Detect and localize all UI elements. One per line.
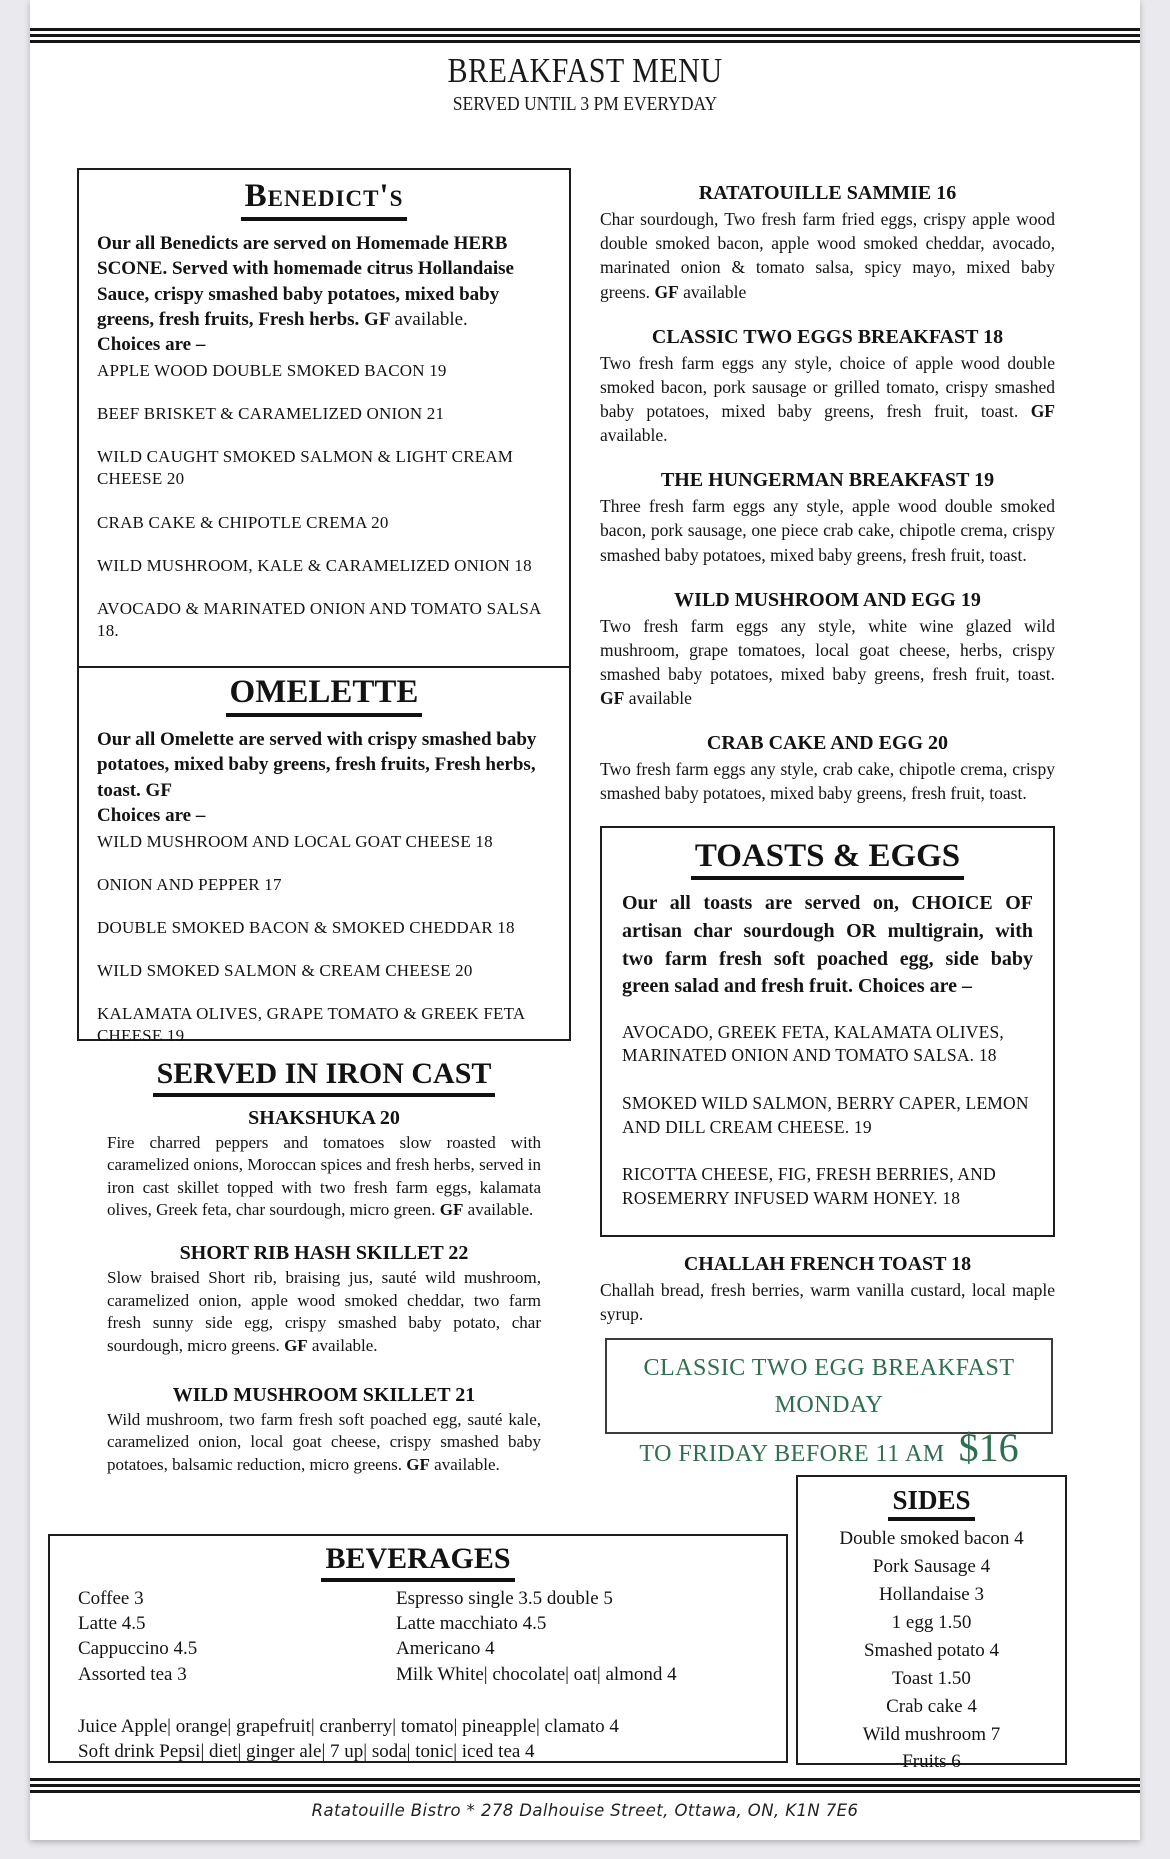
beverage-item: Americano 4 bbox=[396, 1638, 495, 1660]
omelette-intro: Our all Omelette are served with crispy smashed baby potatoes, mixed baby greens, fresh fruits, Fresh herbs, toast. GF bbox=[97, 729, 537, 801]
dish-challah-french-toast bbox=[600, 1251, 1055, 1326]
dish-title: CLASSIC TWO EGGS BREAKFAST 18 bbox=[651, 325, 1004, 348]
beverage-line: Soft drink Pepsi| diet| ginger ale| 7 up| soda| tonic| iced tea 4 bbox=[78, 1741, 535, 1763]
dish-title: SHAKSHUKA 20 bbox=[248, 1106, 400, 1129]
dish-title: CHALLAH FRENCH TOAST 18 bbox=[683, 1252, 972, 1275]
beverage-line: Juice Apple| orange| grapefruit| cranberry| tomato| pineapple| clamato 4 bbox=[78, 1716, 619, 1738]
side-item: Crab cake 4 bbox=[886, 1695, 977, 1717]
dish-description: Two fresh farm eggs any style, white wine glazed wild mushroom, grape tomatoes, local goat cheese, herbs, crispy smashed baby potatoes, mixed baby greens, fresh fruit, toast. GF available bbox=[600, 615, 1055, 709]
dish-title: WILD MUSHROOM SKILLET 21 bbox=[172, 1383, 476, 1406]
side-item: Hollandaise 3 bbox=[878, 1583, 984, 1605]
dish-title: SHORT RIB HASH SKILLET 22 bbox=[179, 1242, 469, 1265]
omelette-choice-item: ONION AND PEPPER 17 bbox=[97, 874, 282, 894]
beverages-left-list bbox=[68, 1586, 396, 1688]
omelette-choice-item: WILD SMOKED SALMON & CREAM CHEESE 20 bbox=[97, 961, 473, 981]
dish-description: Char sourdough, Two fresh farm fried eggs, crispy apple wood double smoked bacon, apple wood smoked cheddar, avocado, marinated onion & tomato salsa, spicy mayo, mixed baby greens. GF available bbox=[600, 209, 1055, 302]
benedicts-choice-item: WILD MUSHROOM, KALE & CARAMELIZED ONION 18 bbox=[97, 555, 532, 575]
benedicts-intro: Our all Benedicts are served on Homemade HERB SCONE. Served with homemade citrus Hollandaise Sauce, crispy smashed baby potatoes, mixed baby greens, fresh fruits, Fresh herbs. GF available. bbox=[97, 233, 514, 330]
menu-page bbox=[30, 0, 1140, 1840]
toasts-and-eggs-section bbox=[600, 826, 1055, 1237]
dish-short-rib-hash-skillet bbox=[107, 1240, 541, 1357]
dish-shakshuka bbox=[107, 1105, 541, 1222]
beverages-bottom-lines bbox=[68, 1714, 768, 1764]
benedicts-heading: Benedict's bbox=[97, 178, 551, 221]
bottom-border-rule bbox=[30, 1778, 1140, 1793]
omelette-choice-item: DOUBLE SMOKED BACON & SMOKED CHEDDAR 18 bbox=[97, 918, 515, 938]
dish-hungerman-breakfast bbox=[600, 467, 1055, 566]
benedicts-choices-label: Choices are – bbox=[97, 334, 206, 356]
side-item: Toast 1.50 bbox=[892, 1667, 971, 1689]
dish-title: WILD MUSHROOM AND EGG 19 bbox=[674, 588, 981, 611]
side-item: 1 egg 1.50 bbox=[891, 1611, 972, 1633]
dish-ratatouille-sammie bbox=[600, 180, 1055, 304]
beverages-right-list bbox=[396, 1586, 768, 1688]
omelette-choice-item: KALAMATA OLIVES, GRAPE TOMATO & GREEK FETA CHEESE 19 bbox=[97, 1004, 525, 1046]
dish-crab-cake-and-egg bbox=[600, 730, 1055, 805]
omelette-choices-label: Choices are – bbox=[97, 804, 206, 826]
dish-description: Three fresh farm eggs any style, apple wood double smoked bacon, pork sausage, one piece crab cake, chipotle crema, crispy smashed baby potatoes, mixed baby greens, fresh fruit, toast. bbox=[600, 496, 1055, 565]
dish-description: Challah bread, fresh berries, warm vanilla custard, local maple syrup. bbox=[600, 1279, 1055, 1324]
right-column bbox=[600, 168, 1055, 1346]
toasts-intro: Our all toasts are served on, CHOICE OF artisan char sourdough OR multigrain, with two farm fresh soft poached egg, side baby green salad and fresh fruit. Choices are – bbox=[622, 892, 1033, 998]
menu-subtitle: SERVED UNTIL 3 PM EVERYDAY bbox=[452, 93, 718, 115]
benedicts-choice-item: CRAB CAKE & CHIPOTLE CREMA 20 bbox=[97, 512, 389, 532]
omelette-section bbox=[77, 666, 571, 1046]
dish-title: THE HUNGERMAN BREAKFAST 19 bbox=[660, 469, 995, 492]
toasts-choice-item: AVOCADO, GREEK FETA, KALAMATA OLIVES, MARINATED ONION AND TOMATO SALSA. 18 bbox=[622, 1021, 1004, 1066]
special-offer-box bbox=[605, 1338, 1053, 1471]
dish-description: Wild mushroom, two farm fresh soft poached egg, sauté kale, caramelized onion, local goat cheese, crispy smashed baby potatoes, balsamic reduction, micro greens. GF available. bbox=[107, 1409, 541, 1474]
dish-wild-mushroom-and-egg bbox=[600, 587, 1055, 711]
benedicts-choices bbox=[97, 360, 551, 642]
menu-title: BREAKFAST MENU bbox=[447, 51, 723, 90]
beverage-item: Cappuccino 4.5 bbox=[78, 1638, 198, 1660]
dish-wild-mushroom-skillet bbox=[107, 1382, 541, 1477]
dish-classic-two-eggs bbox=[600, 324, 1055, 448]
top-border-rule bbox=[30, 0, 1140, 43]
benedicts-choice-item: WILD CAUGHT SMOKED SALMON & LIGHT CREAM CHEESE 20 bbox=[97, 447, 514, 489]
dish-description: Slow braised Short rib, braising jus, sauté wild mushroom, caramelized onion, apple wood smoked cheddar, two farm fresh sunny side egg, crispy smashed baby potato, char sourdough, micro greens. GF available. bbox=[107, 1268, 541, 1355]
beverage-item: Latte macchiato 4.5 bbox=[396, 1612, 547, 1634]
benedicts-choice-item: APPLE WOOD DOUBLE SMOKED BACON 19 bbox=[97, 361, 447, 381]
beverage-item: Assorted tea 3 bbox=[78, 1663, 187, 1685]
beverage-item: Espresso single 3.5 double 5 bbox=[396, 1587, 613, 1609]
special-offer-line1: CLASSIC TWO EGG BREAKFAST MONDAY bbox=[643, 1355, 1015, 1419]
menu-columns bbox=[77, 168, 1140, 1494]
beverages-section bbox=[48, 1534, 788, 1763]
dish-title: RATATOUILLE SAMMIE 16 bbox=[698, 182, 957, 205]
beverage-item: Coffee 3 bbox=[78, 1587, 144, 1609]
beverage-item: Milk White| chocolate| oat| almond 4 bbox=[396, 1663, 677, 1685]
toasts-choice-item: RICOTTA CHEESE, FIG, FRESH BERRIES, AND ROSEMERRY INFUSED WARM HONEY. 18 bbox=[622, 1164, 996, 1208]
toasts-choices bbox=[622, 1021, 1033, 1211]
omelette-choices bbox=[97, 831, 551, 1048]
side-item: Pork Sausage 4 bbox=[872, 1555, 991, 1577]
sides-section bbox=[796, 1475, 1067, 1773]
beverages-heading: BEVERAGES bbox=[68, 1542, 768, 1582]
dish-description: Two fresh farm eggs any style, choice of apple wood double smoked bacon, pork sausage or grilled tomato, crispy smashed baby potatoes, mixed baby greens, fresh fruit, toast. GF available. bbox=[600, 352, 1055, 446]
dish-title: CRAB CAKE AND EGG 20 bbox=[706, 732, 949, 755]
special-offer-line2: TO FRIDAY BEFORE 11 AM bbox=[639, 1441, 945, 1468]
sides-heading: SIDES bbox=[798, 1485, 1065, 1521]
footer-address: Ratatouille Bistro * 278 Dalhouise Street, Ottawa, ON, K1N 7E6 bbox=[311, 1801, 859, 1820]
benedicts-section bbox=[77, 168, 571, 668]
omelette-heading: OMELETTE bbox=[97, 674, 551, 717]
side-item: Fruits 6 bbox=[902, 1751, 961, 1773]
sides-items bbox=[798, 1525, 1065, 1776]
toasts-heading: TOASTS & EGGS bbox=[622, 838, 1033, 881]
omelette-choice-item: WILD MUSHROOM AND LOCAL GOAT CHEESE 18 bbox=[97, 831, 493, 851]
iron-cast-section bbox=[77, 1057, 571, 1476]
benedicts-choice-item: BEEF BRISKET & CARAMELIZED ONION 21 bbox=[97, 404, 445, 424]
dish-description: Two fresh farm eggs any style, crab cake, chipotle crema, crispy smashed baby potatoes, mixed baby greens, fresh fruit, toast. bbox=[600, 759, 1055, 804]
side-item: Smashed potato 4 bbox=[863, 1639, 1000, 1661]
dish-description: Fire charred peppers and tomatoes slow roasted with caramelized onions, Moroccan spices and fresh herbs, served in iron cast skillet topped with two fresh farm eggs, kalamata olives, Greek feta, char sourdough, micro green. GF available. bbox=[107, 1132, 541, 1220]
iron-cast-heading: SERVED IN IRON CAST bbox=[107, 1057, 541, 1097]
left-column bbox=[77, 168, 571, 1494]
toasts-choice-item: SMOKED WILD SALMON, BERRY CAPER, LEMON AND DILL CREAM CHEESE. 19 bbox=[622, 1093, 1029, 1137]
benedicts-choice-item: AVOCADO & MARINATED ONION AND TOMATO SALSA 18. bbox=[97, 598, 541, 640]
side-item: Wild mushroom 7 bbox=[862, 1723, 1001, 1745]
special-offer-price: $16 bbox=[958, 1425, 1019, 1471]
beverage-item: Latte 4.5 bbox=[78, 1612, 146, 1634]
side-item: Double smoked bacon 4 bbox=[839, 1528, 1024, 1550]
beverages-columns bbox=[68, 1586, 768, 1688]
